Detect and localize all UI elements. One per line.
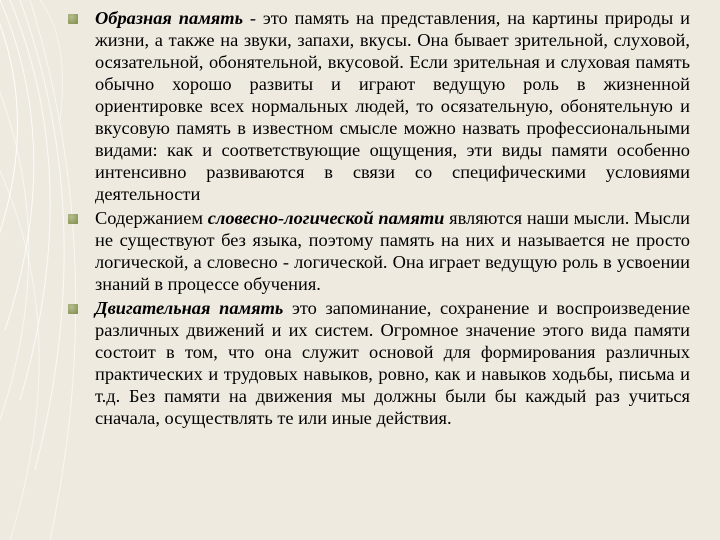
bullet-list [68,7,690,431]
bullet-lead-text: Содержанием [95,208,208,228]
bullet-term: Двигательная память [95,298,284,318]
bullet-paragraph [95,297,690,429]
bullet-term: Образная память [95,8,243,28]
bullet-paragraph [95,7,690,205]
bullet-text: являются наши мысли. Мысли не существуют без языка, поэтому память на них и называется не просто логической, а словесно - логической. Она играет ведущую роль в усвоении знаний в процессе обучения. [95,208,690,294]
bullet-item-figurative-memory [68,7,690,205]
bullet-paragraph [95,207,690,295]
square-bullet-icon [68,214,78,224]
bullet-text: - это память на представления, на картины природы и жизни, а также на звуки, запахи, вкусы. Она бывает зрительной, слуховой, осязательной, обонятельной, вкусовой. Если зрительная и слуховая память обычно хорошо развиты и играют ведущую роль в жизненной ориентировке всех нормальных людей, то осязательную, обонятельную и вкусовую память в известном смысле можно назвать профессиональными видами: как и соответствующие ощущения, эти виды памяти особенно интенсивно развиваются в связи со специфическими условиями деятельности [95,8,690,204]
bullet-item-motor-memory [68,297,690,429]
bullet-term: словесно-логической памяти [207,208,445,228]
bullet-item-verbal-logical-memory [68,207,690,295]
square-bullet-icon [68,304,78,314]
square-bullet-icon [68,14,78,24]
bullet-text: это запоминание, сохранение и воспроизведение различных движений и их систем. Огромное значение этого вида памяти состоит в том, что она служит основой для формирования различных практических и трудовых навыков, ровно, как и навыков ходьбы, письма и т.д. Без памяти на движения мы должны были бы каждый раз учиться сначала, осуществлять те или иные действия. [95,298,690,428]
